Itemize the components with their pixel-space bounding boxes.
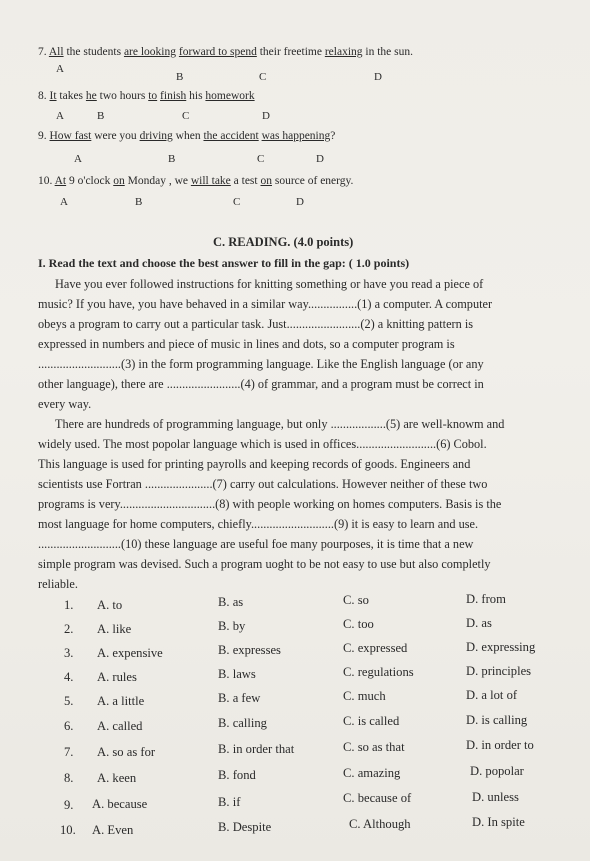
passage-line: every way. — [38, 397, 92, 411]
q10-letter-a: A — [60, 196, 68, 208]
option-c: C. amazing — [343, 766, 401, 780]
q10-letter-b: B — [135, 196, 143, 208]
option-a: A. keen — [97, 771, 137, 785]
option-a: A. rules — [97, 670, 137, 684]
option-c: C. too — [343, 617, 374, 631]
question-9: 9. How fast were you driving when the accident was happening? — [38, 130, 336, 142]
reading-instruction: I. Read the text and choose the best answer to fill in the gap: ( 1.0 points) — [38, 256, 410, 270]
passage-line: most language for home computers, chiefly...........................(9) it is easy to learn and use. — [38, 517, 479, 531]
option-d: D. unless — [472, 790, 519, 804]
option-c: C. expressed — [343, 641, 408, 655]
option-c: C. much — [343, 689, 386, 703]
section-title: C. READING. (4.0 points) — [213, 235, 354, 249]
option-a: A. because — [92, 797, 148, 811]
passage-line: There are hundreds of programming language, but only ..................(5) are well-knowm and — [55, 417, 505, 431]
option-c: C. regulations — [343, 665, 414, 679]
option-b: B. a few — [218, 691, 261, 705]
option-a: A. Even — [92, 823, 134, 837]
option-number: 2. — [64, 622, 74, 636]
option-number: 3. — [64, 646, 74, 660]
option-d: D. In spite — [472, 815, 525, 829]
q8-letter-c: C — [182, 110, 190, 122]
option-c: C. so — [343, 593, 369, 607]
passage-line: obeys a program to carry out a particular task. Just........................(2) a knitting pattern is — [38, 317, 474, 331]
option-b: B. fond — [218, 768, 256, 782]
option-b: B. laws — [218, 667, 256, 681]
option-a: A. like — [97, 622, 132, 636]
option-b: B. Despite — [218, 820, 272, 834]
q9-letter-d: D — [316, 153, 324, 165]
option-a: A. called — [97, 719, 143, 733]
passage-line: music? If you have, you have behaved in a similar way................(1) a computer. A computer — [38, 297, 493, 311]
option-number: 4. — [64, 670, 74, 684]
passage-line: Have you ever followed instructions for knitting something or have you read a piece of — [55, 277, 484, 291]
option-c: C. is called — [343, 714, 400, 728]
passage-line: reliable. — [38, 577, 78, 591]
passage-line: simple program was devised. Such a program uoght to be not easy to use but also completly — [38, 557, 491, 571]
option-d: D. as — [466, 616, 492, 630]
option-b: B. if — [218, 795, 241, 809]
q7-letter-c: C — [259, 71, 267, 83]
option-number: 1. — [64, 598, 74, 612]
passage-line: programs is very...............................(8) with people working on homes computers. Basis is the — [38, 497, 502, 511]
passage-line: expressed in numbers and piece of music in lines and dots, so a computer program is — [38, 337, 455, 351]
option-c: C. Although — [349, 817, 411, 831]
passage-line: ...........................(3) in the form programming language. Like the English language (or any — [38, 357, 484, 371]
passage-line: ...........................(10) these language are useful foe many pourposes, it is time that a new — [38, 537, 474, 551]
option-b: B. expresses — [218, 643, 281, 657]
question-10: 10. At 9 o'clock on Monday , we will take a test on source of energy. — [38, 175, 354, 187]
option-a: A. so as for — [97, 745, 156, 759]
option-d: D. expressing — [466, 640, 536, 654]
option-b: B. as — [218, 595, 244, 609]
option-d: D. popolar — [470, 764, 524, 778]
option-c: C. because of — [343, 791, 412, 805]
passage-line: other language), there are ........................(4) of grammar, and a program must be correct in — [38, 377, 484, 391]
option-d: D. a lot of — [466, 688, 518, 702]
q8-letter-d: D — [262, 110, 270, 122]
option-b: B. calling — [218, 716, 267, 730]
option-number: 9. — [64, 798, 74, 812]
option-b: B. in order that — [218, 742, 295, 756]
passage-line: widely used. The most popolar language which is used in offices..........................(6) Cobol. — [38, 437, 487, 451]
q7-letter-d: D — [374, 71, 382, 83]
q8-letter-b: B — [97, 110, 105, 122]
option-a: A. to — [97, 598, 123, 612]
option-number: 5. — [64, 694, 74, 708]
question-7: 7. All the students are looking forward to spend their freetime relaxing in the sun. — [38, 46, 414, 58]
option-a: A. a little — [97, 694, 145, 708]
option-d: D. principles — [466, 664, 532, 678]
option-d: D. is calling — [466, 713, 528, 727]
option-b: B. by — [218, 619, 246, 633]
passage-line: scientists use Fortran ......................(7) carry out calculations. However neither of these two — [38, 477, 488, 491]
q7-letter-b: B — [176, 71, 184, 83]
option-c: C. so as that — [343, 740, 405, 754]
option-number: 8. — [64, 771, 74, 785]
option-number: 10. — [60, 823, 76, 837]
q9-letter-c: C — [257, 153, 265, 165]
q10-letter-c: C — [233, 196, 241, 208]
question-8: 8. It takes he two hours to finish his homework — [38, 90, 255, 102]
option-number: 7. — [64, 745, 74, 759]
option-number: 6. — [64, 719, 74, 733]
q10-letter-d: D — [296, 196, 304, 208]
q9-letter-b: B — [168, 153, 176, 165]
option-a: A. expensive — [97, 646, 163, 660]
passage-line: This language is used for printing payrolls and keeping records of goods. Engineers and — [38, 457, 471, 471]
option-d: D. in order to — [466, 738, 534, 752]
q8-letter-a: A — [56, 110, 64, 122]
q7-letter-a: A — [56, 63, 64, 75]
option-d: D. from — [466, 592, 506, 606]
q9-letter-a: A — [74, 153, 82, 165]
